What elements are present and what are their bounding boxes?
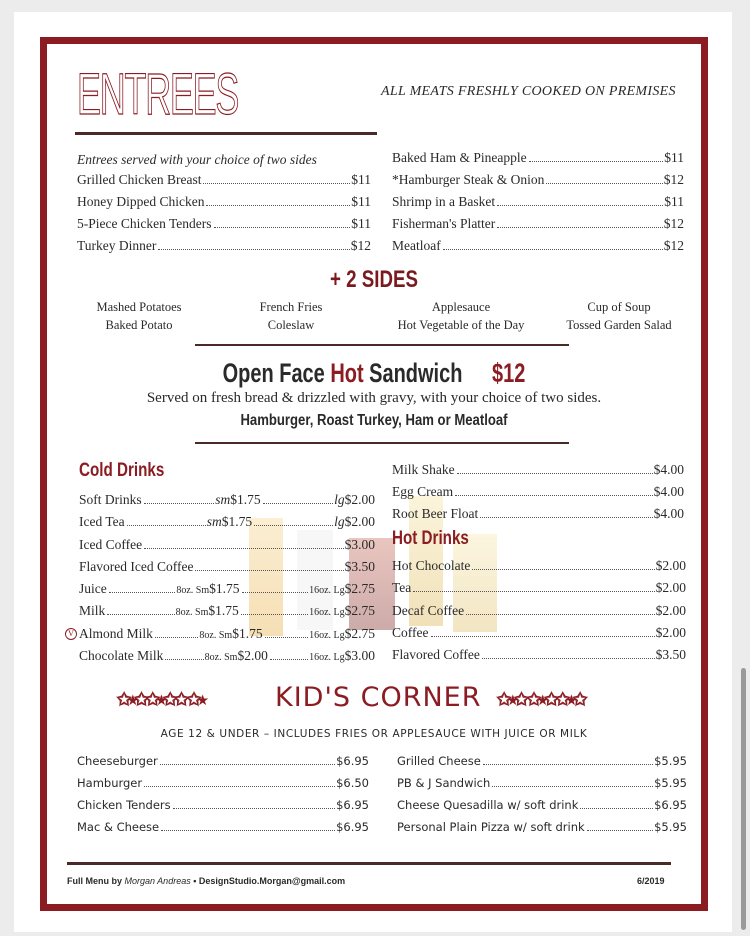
- cold-drink-leader: [109, 591, 176, 593]
- entree-item: [77, 172, 371, 194]
- open-face-description: Served on fresh bread & drizzled with gravy, with your choice of two sides.: [146, 390, 602, 406]
- side-item: Coleslaw: [267, 318, 315, 332]
- cold-drink-leader: [263, 502, 334, 504]
- entree-item: [392, 150, 684, 172]
- side-column: [539, 298, 699, 334]
- cold-drink-item: [65, 537, 375, 559]
- kids-item-name: Hamburger: [77, 776, 143, 790]
- kids-item-leader: [492, 785, 653, 787]
- cold-drink-price-large: $2.00: [344, 514, 375, 530]
- cold-drink-size-small: 8oz. Sm: [199, 629, 233, 641]
- footer-date: 6/2019: [637, 876, 665, 886]
- hot-drinks-heading: Hot Drinks: [392, 528, 469, 549]
- cold-drink-leader: [155, 636, 199, 638]
- entree-item-price: $11: [664, 194, 684, 209]
- kids-item-name: Personal Plain Pizza w/ soft drink: [397, 820, 585, 834]
- cold-drink-price-large: $2.75: [344, 625, 375, 641]
- hot-drink-item-leader: [413, 590, 654, 592]
- kids-item-price: $6.50: [336, 776, 369, 790]
- cold-drink-leader: [254, 524, 333, 526]
- entree-item: [77, 194, 371, 216]
- cold-drink-name: [65, 514, 125, 530]
- side-item: Tossed Garden Salad: [566, 318, 672, 332]
- entree-item-price: $12: [663, 172, 684, 187]
- entree-item: [392, 172, 684, 194]
- entree-item-leader: [497, 204, 663, 206]
- entree-item-price: $11: [351, 216, 371, 231]
- kids-item-name: Mac & Cheese: [77, 820, 160, 834]
- shake-item-price: $4.00: [653, 484, 684, 499]
- cold-drink-size-small: sm: [215, 492, 231, 507]
- open-face-options: Hamburger, Roast Turkey, Ham or Meatloaf: [240, 412, 508, 429]
- entrees-left-list: [77, 172, 371, 260]
- shake-item: [392, 484, 684, 506]
- entree-item-name: Fisherman's Platter: [392, 216, 496, 231]
- cold-drink-item: [65, 603, 375, 625]
- cold-drink-item: [65, 559, 375, 581]
- cold-drinks-list: [65, 492, 375, 670]
- cold-drink-price: $3.00: [344, 536, 375, 552]
- hot-drink-item: [392, 558, 686, 580]
- kids-item-price: $5.95: [654, 754, 687, 768]
- cold-drink-item: [65, 648, 375, 670]
- kids-item-leader: [144, 785, 335, 787]
- entree-item-leader: [206, 204, 350, 206]
- open-face-bottom-rule: [195, 442, 569, 444]
- kids-stars-left: ✩⭒✩✩⭒✩✩ ✩⭒: [117, 690, 205, 709]
- side-item: Cup of Soup: [587, 300, 651, 314]
- entree-item-leader: [546, 182, 662, 184]
- shake-item-leader: [480, 516, 652, 518]
- cold-drink-size-small: 8oz. Sm: [175, 607, 209, 619]
- vegan-icon: V: [65, 628, 77, 640]
- hot-drink-item-price: $2.00: [655, 624, 686, 640]
- hot-drink-item: [392, 580, 686, 602]
- cold-drink-item: [65, 626, 375, 648]
- entree-item-price: $11: [664, 150, 684, 165]
- entree-item-name: Baked Ham & Pineapple: [392, 150, 527, 165]
- cold-drink-size-large: 16oz. Lg: [309, 585, 345, 597]
- cold-drink-name: [65, 648, 163, 664]
- entree-item-leader: [529, 160, 664, 162]
- hot-drink-item: [392, 625, 686, 647]
- shake-item: [392, 462, 684, 484]
- cold-drinks-heading: Cold Drinks: [79, 460, 165, 481]
- kids-stars-right: ✩⭒✩ ✩⭒✩✩⭒✩: [497, 690, 585, 709]
- cold-drink-price-large: $2.75: [344, 581, 376, 597]
- entree-item: [392, 194, 684, 216]
- entree-item-name: Turkey Dinner: [77, 238, 157, 253]
- cold-drink-size-large: lg: [334, 514, 345, 530]
- open-face-title: [132, 358, 616, 389]
- cold-drink-size-large: lg: [334, 492, 345, 507]
- entree-item-name: Meatloaf: [392, 238, 441, 253]
- entree-item-leader: [497, 226, 662, 228]
- hot-drink-item-name: Decaf Coffee: [392, 602, 465, 618]
- cold-drink-leader: [127, 524, 206, 526]
- entree-item: [77, 216, 371, 238]
- entree-item-price: $12: [663, 216, 684, 231]
- cold-drink-price-small: $1.75: [209, 581, 240, 597]
- entrees-title: ENTREES: [77, 62, 239, 127]
- cold-drink-leader: [144, 547, 344, 549]
- hot-drink-item-name: Hot Chocolate: [392, 558, 471, 573]
- entree-item-name: Grilled Chicken Breast: [77, 172, 202, 187]
- cold-drink-label: Iced Tea: [79, 514, 125, 530]
- cold-drink-leader: [165, 658, 203, 660]
- entree-item-leader: [158, 248, 349, 250]
- shake-item-leader: [457, 472, 653, 474]
- entree-item-name: *Hamburger Steak & Onion: [392, 172, 545, 187]
- cold-drink-label: Juice: [79, 581, 107, 597]
- hot-drink-item-price: $3.50: [655, 647, 686, 663]
- cold-drink-leader: [144, 502, 215, 504]
- cold-drink-size-small: sm: [206, 514, 222, 530]
- cold-drink-label: Iced Coffee: [79, 536, 143, 552]
- kids-item-price: $6.95: [336, 798, 369, 812]
- footer-credit: [67, 876, 345, 886]
- kids-item-leader: [173, 807, 335, 809]
- hot-drink-item-price: $2.00: [655, 602, 686, 618]
- cold-drink-size-large: 16oz. Lg: [309, 629, 345, 641]
- entree-item: [392, 216, 684, 238]
- kids-item-price: $6.95: [336, 754, 369, 768]
- cold-drink-leader: [195, 569, 343, 571]
- cold-drink-name: [65, 603, 105, 619]
- cold-drink-leader: [241, 613, 308, 615]
- kids-item: [397, 776, 687, 798]
- cold-drink-price-large: $3.00: [344, 648, 376, 664]
- side-item: Mashed Potatoes: [96, 300, 182, 314]
- shake-item-name: Milk Shake: [392, 462, 455, 477]
- shake-item-name: Egg Cream: [392, 484, 454, 499]
- menu-border-frame: [40, 37, 708, 911]
- cold-drink-name: [65, 581, 107, 597]
- entree-item-name: Shrimp in a Basket: [392, 194, 496, 209]
- footer-separator: •: [190, 876, 199, 886]
- cold-drink-name: [65, 626, 153, 642]
- cold-drink-item: [65, 581, 375, 603]
- kids-item: [397, 798, 687, 820]
- scrollbar-thumb[interactable]: [741, 668, 746, 930]
- hot-drink-item-name: Flavored Coffee: [392, 647, 480, 663]
- hot-drink-item-price: $2.00: [655, 580, 686, 596]
- cold-drink-label: Soft Drinks: [79, 492, 142, 507]
- entrees-note: Entrees served with your choice of two sides: [77, 152, 317, 167]
- kids-item: [77, 820, 369, 842]
- cold-drink-label: Chocolate Milk: [79, 648, 164, 664]
- kids-item: [77, 754, 369, 776]
- cold-drink-label: Flavored Iced Coffee: [79, 558, 194, 574]
- kids-item-leader: [587, 829, 653, 831]
- footer-rule: [67, 862, 671, 865]
- open-face-title-c: Sandwich: [363, 358, 463, 388]
- hot-drink-item-name: Tea: [392, 580, 412, 596]
- cold-drink-leader: [265, 636, 309, 638]
- entree-item-price: $12: [350, 238, 371, 253]
- side-column: [59, 298, 219, 334]
- shake-item-price: $4.00: [653, 462, 684, 477]
- kids-item-price: $6.95: [654, 798, 687, 812]
- cold-drink-price: $3.50: [344, 558, 375, 574]
- open-face-title-a: Open Face: [222, 358, 331, 388]
- kids-item-name: PB & J Sandwich: [397, 776, 491, 790]
- side-item: Baked Potato: [105, 318, 173, 332]
- kids-item-leader: [580, 807, 653, 809]
- entree-item-leader: [203, 182, 350, 184]
- shake-item-name: Root Beer Float: [392, 506, 479, 521]
- cold-drink-item: [65, 492, 375, 514]
- kids-item: [397, 754, 687, 776]
- side-column: [381, 298, 541, 334]
- hot-drink-item-name: Coffee: [392, 624, 429, 640]
- entree-item: [392, 238, 684, 260]
- cold-drink-price-small: $1.75: [221, 514, 253, 530]
- cold-drink-name: [65, 492, 142, 508]
- side-item: French Fries: [259, 300, 323, 314]
- kids-right-list: [397, 754, 687, 842]
- cold-drink-leader: [270, 658, 308, 660]
- footer-author: Morgan Andreas: [124, 876, 191, 886]
- kids-item: [77, 776, 369, 798]
- entree-item-name: 5-Piece Chicken Tenders: [77, 216, 212, 231]
- menu-content: [47, 44, 701, 904]
- hot-drink-item-leader: [482, 657, 655, 659]
- entrees-tagline: ALL MEATS FRESHLY COOKED ON PREMISES: [381, 84, 676, 99]
- entree-item-name: Honey Dipped Chicken: [77, 194, 205, 209]
- kids-item-leader: [161, 829, 335, 831]
- entrees-title-rule: [75, 132, 377, 135]
- kids-item-price: $5.95: [654, 820, 687, 834]
- shake-item: [392, 506, 684, 528]
- cold-drink-size-small: 8oz. Sm: [176, 585, 210, 597]
- sides-list: [69, 298, 689, 338]
- kids-item-price: $6.95: [336, 820, 369, 834]
- hot-drink-item-price: $2.00: [655, 558, 686, 573]
- cold-drink-leader: [107, 613, 174, 615]
- entree-item-price: $12: [663, 238, 684, 253]
- entrees-right-list: [392, 150, 684, 260]
- cold-drink-size-small: 8oz. Sm: [204, 652, 238, 664]
- footer-email[interactable]: DesignStudio.Morgan@gmail.com: [198, 876, 346, 886]
- kids-item-name: Chicken Tenders: [77, 798, 171, 812]
- cold-drink-label: Milk: [79, 603, 106, 619]
- kids-item-name: Cheese Quesadilla w/ soft drink: [397, 798, 579, 812]
- kids-item-name: Grilled Cheese: [397, 754, 481, 768]
- hot-drink-item-leader: [472, 568, 654, 570]
- entree-item-price: $11: [351, 194, 371, 209]
- cold-drink-size-large: 16oz. Lg: [309, 652, 345, 664]
- side-column: [211, 298, 371, 334]
- kids-item-leader: [483, 763, 653, 765]
- kids-left-list: [77, 754, 369, 842]
- open-face-price: $12: [492, 358, 526, 388]
- kids-item-price: $5.95: [654, 776, 687, 790]
- cold-drink-label: Almond Milk: [79, 625, 153, 641]
- cold-drink-price-small: $1.75: [208, 603, 239, 619]
- kids-corner-title: KID'S CORNER: [275, 682, 482, 713]
- cold-drink-price-large: $2.00: [344, 492, 376, 507]
- entree-item-leader: [214, 226, 351, 228]
- hot-drink-item-leader: [431, 635, 655, 637]
- entree-item: [77, 238, 371, 260]
- sides-heading: + 2 SIDES: [330, 266, 418, 293]
- kids-item-name: Cheeseburger: [77, 754, 158, 768]
- cold-drink-price-small: $1.75: [230, 492, 261, 507]
- kids-item-leader: [160, 763, 335, 765]
- entree-item-price: $11: [351, 172, 371, 187]
- shake-item-price: $4.00: [653, 506, 684, 521]
- cold-drink-item: [65, 514, 375, 536]
- cold-drink-price-small: $1.75: [232, 625, 263, 641]
- shake-item-leader: [455, 494, 653, 496]
- hot-drink-item-leader: [466, 613, 655, 615]
- hot-drink-item: [392, 647, 686, 669]
- cold-drink-size-large: 16oz. Lg: [309, 607, 345, 619]
- footer-prefix: Full Menu by: [67, 876, 125, 886]
- kids-item: [397, 820, 687, 842]
- hot-drinks-list: [392, 558, 686, 669]
- side-item: Applesauce: [431, 300, 491, 314]
- open-face-top-rule: [195, 344, 569, 346]
- cold-drink-leader: [242, 591, 309, 593]
- hot-drink-item: [392, 603, 686, 625]
- kids-subtitle: AGE 12 & UNDER – INCLUDES FRIES OR APPLESAUCE WITH JUICE OR MILK: [160, 728, 588, 740]
- kids-item: [77, 798, 369, 820]
- cold-drink-price-small: $2.00: [237, 648, 268, 664]
- side-item: Hot Vegetable of the Day: [397, 318, 525, 332]
- cold-drink-name: [65, 537, 142, 553]
- shakes-list: [392, 462, 684, 528]
- cold-drink-price-large: $2.75: [344, 603, 375, 619]
- cold-drink-name: [65, 559, 193, 575]
- open-face-title-hot: Hot: [330, 358, 364, 388]
- entree-item-leader: [443, 248, 663, 250]
